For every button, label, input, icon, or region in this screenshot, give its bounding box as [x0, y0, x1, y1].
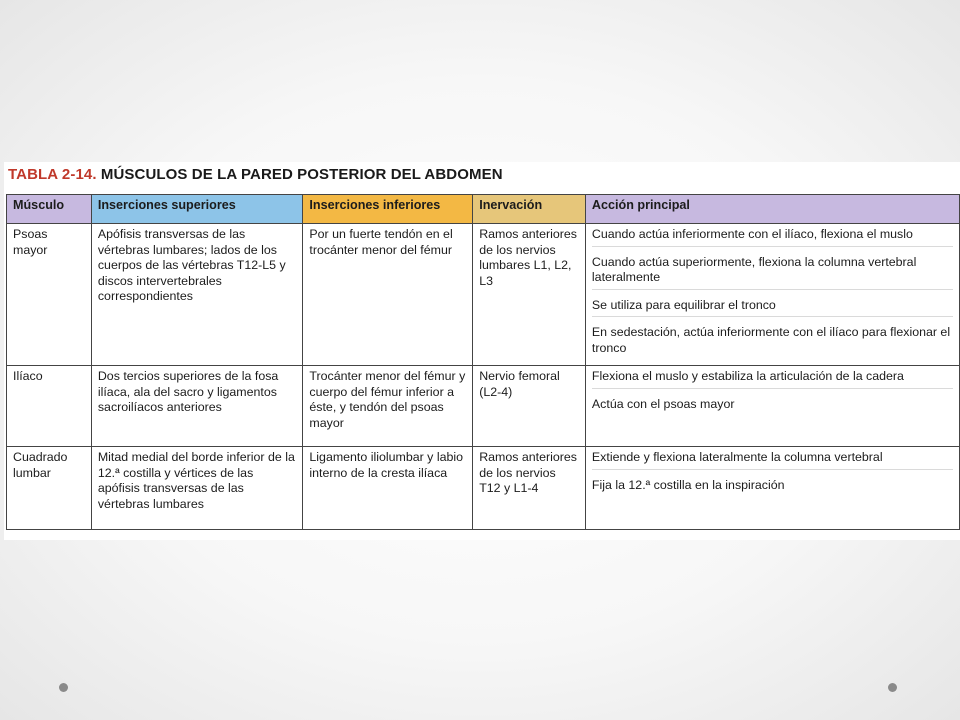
cell-musculo: Psoas mayor: [7, 224, 92, 366]
cell-inervacion: Nervio femoral (L2-4): [473, 366, 586, 447]
accion-item: Se utiliza para equilibrar el tronco: [592, 298, 953, 318]
accion-item: Extiende y flexiona lateralmente la columna vertebral: [592, 450, 953, 470]
slide-bullet-dot-right: [888, 683, 897, 692]
table-image: [4, 162, 960, 540]
cell-inserciones-superiores: Mitad medial del borde inferior de la 12.ª costilla y vértices de las apófisis transversas de las vértebras lumbares: [91, 447, 303, 530]
accion-item: En sedestación, actúa inferiormente con el ilíaco para flexionar el tronco: [591, 325, 951, 355]
muscles-table: [6, 194, 960, 530]
cell-inserciones-inferiores: Trocánter menor del fémur y cuerpo del fémur inferior a éste, y tendón del psoas mayor: [303, 366, 473, 447]
cell-inervacion: Ramos anteriores de los nervios lumbares L1, L2, L3: [473, 224, 586, 366]
table-title: [8, 166, 503, 183]
cell-accion-principal: [585, 224, 959, 366]
cell-inserciones-superiores: Apófisis transversas de las vértebras lumbares; lados de los cuerpos de las vértebras T12-L5 y discos intervertebrales correspondientes: [91, 224, 303, 366]
header-inserciones-superiores: Inserciones superiores: [91, 195, 303, 224]
accion-item: Actúa con el psoas mayor: [591, 396, 735, 411]
cell-musculo: Cuadrado lumbar: [7, 447, 92, 530]
table-title-text: MÚSCULOS DE LA PARED POSTERIOR DEL ABDOMEN: [100, 166, 503, 183]
accion-item: Fija la 12.ª costilla en la inspiración: [591, 477, 785, 492]
cell-inserciones-inferiores: Ligamento iliolumbar y labio interno de la cresta ilíaca: [303, 447, 473, 530]
header-musculo: Músculo: [7, 195, 92, 224]
cell-inserciones-superiores: Dos tercios superiores de la fosa ilíaca, ala del sacro y ligamentos sacroilíacos anteriores: [91, 366, 303, 447]
table-row: [7, 366, 960, 447]
cell-accion-principal: [585, 366, 959, 447]
table-row: [7, 447, 960, 530]
table-number: TABLA 2-14.: [8, 166, 97, 183]
slide-bullet-dot-left: [59, 683, 68, 692]
table-row: [7, 224, 960, 366]
header-inervacion: Inervación: [473, 195, 586, 224]
table-header-row: [7, 195, 960, 224]
header-accion-principal: Acción principal: [585, 195, 959, 224]
header-inserciones-inferiores: Inserciones inferiores: [303, 195, 473, 224]
cell-inserciones-inferiores: Por un fuerte tendón en el trocánter menor del fémur: [303, 224, 473, 366]
accion-item: Flexiona el muslo y estabiliza la articulación de la cadera: [592, 369, 953, 389]
accion-item: Cuando actúa inferiormente con el ilíaco, flexiona el muslo: [592, 227, 953, 247]
cell-inervacion: Ramos anteriores de los nervios T12 y L1-4: [473, 447, 586, 530]
accion-item: Cuando actúa superiormente, flexiona la columna vertebral lateralmente: [592, 255, 953, 290]
cell-musculo: Ilíaco: [7, 366, 92, 447]
cell-accion-principal: [585, 447, 959, 530]
